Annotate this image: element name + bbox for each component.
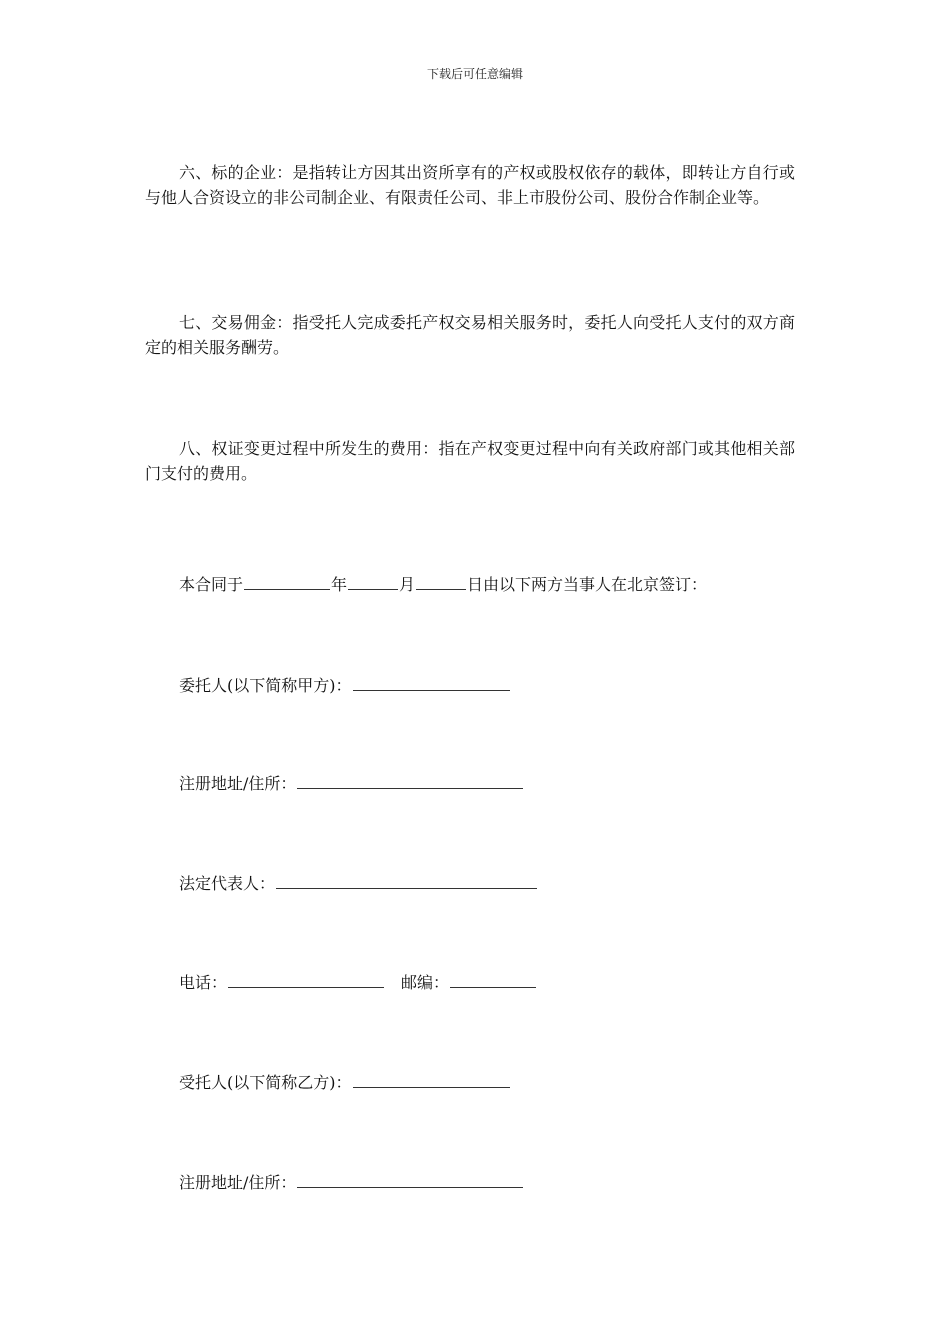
phone-postcode-line [179, 971, 537, 995]
signing-date-line [179, 573, 707, 597]
legal-rep-line [179, 872, 538, 896]
address-label-2: 注册地址/住所： [179, 1173, 297, 1192]
trustee-label: 受托人(以下简称乙方)： [179, 1073, 352, 1092]
postcode-blank[interactable] [450, 971, 536, 988]
year-blank[interactable] [244, 573, 330, 590]
client-blank[interactable] [353, 674, 510, 691]
legal-rep-blank[interactable] [276, 872, 537, 889]
legal-rep-label: 法定代表人： [179, 874, 276, 893]
address-label-1: 注册地址/住所： [179, 774, 297, 793]
year-label: 年 [331, 575, 348, 594]
address-line-2 [179, 1171, 524, 1195]
postcode-label: 邮编： [401, 973, 450, 992]
phone-blank[interactable] [228, 971, 384, 988]
trustee-line [179, 1071, 511, 1095]
signing-prefix: 本合同于 [179, 575, 244, 594]
trustee-blank[interactable] [353, 1071, 510, 1088]
clause-seven: 七、交易佣金：指受托人完成委托产权交易相关服务时，委托人向受托人支付的双方商定的相关服务酬劳。 [145, 313, 795, 357]
day-blank[interactable] [416, 573, 466, 590]
clause-six: 六、标的企业：是指转让方因其出资所享有的产权或股权依存的载体，即转让方自行或与他人合资设立的非公司制企业、有限责任公司、非上市股份公司、股份合作制企业等。 [145, 163, 795, 207]
clause-eight: 八、权证变更过程中所发生的费用：指在产权变更过程中向有关政府部门或其他相关部门支付的费用。 [145, 439, 795, 483]
address-blank-2[interactable] [297, 1171, 523, 1188]
address-line-1 [179, 772, 524, 796]
month-blank[interactable] [348, 573, 398, 590]
page-header: 下载后可任意编辑 [426, 67, 523, 81]
client-label: 委托人(以下简称甲方)： [179, 676, 352, 695]
client-line [179, 674, 511, 698]
phone-label: 电话： [179, 973, 228, 992]
month-label: 月 [399, 575, 416, 594]
address-blank-1[interactable] [297, 772, 523, 789]
signing-suffix: 日由以下两方当事人在北京签订： [467, 575, 708, 594]
